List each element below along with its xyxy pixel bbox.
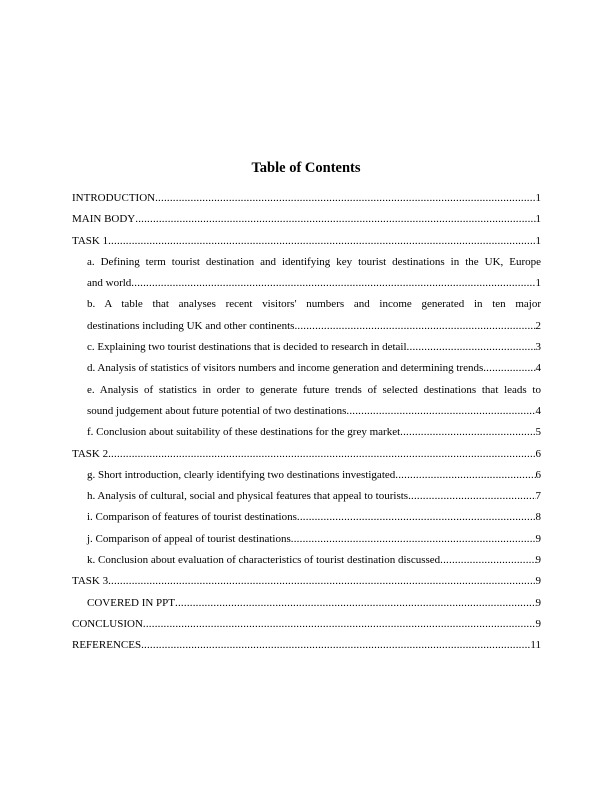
toc-entry-page: 9 (535, 532, 541, 545)
toc-entry-label: CONCLUSION (72, 617, 143, 630)
toc-entry-f[interactable] (72, 422, 541, 443)
dot-leader (440, 550, 535, 571)
toc-entry-label-line1: b. A table that analyses recent visitors' numbers and income generated in ten major (87, 298, 541, 311)
toc-entry-label: TASK 1 (72, 234, 109, 247)
toc-entry-conclusion[interactable] (72, 614, 541, 635)
dot-leader (131, 273, 535, 294)
dot-leader (143, 614, 536, 635)
dot-leader (291, 529, 536, 550)
toc-entry-b[interactable] (72, 294, 541, 337)
toc-entry-page: 1 (535, 234, 541, 247)
toc-entry-page: 1 (535, 277, 541, 290)
dot-leader (400, 422, 535, 443)
toc-entry-label: and world (87, 277, 132, 290)
toc-entry-label: sound judgement about future potential of two destinations (87, 404, 347, 417)
toc-entry-covered-in-ppt[interactable] (72, 593, 541, 614)
toc-entry-i[interactable] (72, 507, 541, 528)
toc-entry-page: 4 (535, 362, 541, 375)
toc-entry-main-body[interactable] (72, 209, 541, 230)
toc-entry-references[interactable] (72, 635, 541, 656)
toc-entry-label: COVERED IN PPT (87, 596, 176, 609)
toc-entry-label: destinations including UK and other continents (87, 319, 295, 332)
toc-entry-label-line1: e. Analysis of statistics in order to generate future trends of selected destinations that leads to (87, 383, 541, 396)
toc-entry-j[interactable] (72, 529, 541, 550)
toc-entry-c[interactable] (72, 337, 541, 358)
toc-entry-page: 8 (535, 511, 541, 524)
toc-entry-label: k. Conclusion about evaluation of characteristics of tourist destination discussed (87, 554, 441, 567)
toc-entry-task-1[interactable] (72, 231, 541, 252)
toc-entry-page: 9 (535, 554, 541, 567)
dot-leader (346, 401, 535, 422)
toc-title: Table of Contents (251, 160, 361, 176)
toc-entry-page: 7 (535, 490, 541, 503)
toc-entry-page: 5 (535, 426, 541, 439)
toc-entry-page: 9 (535, 575, 541, 588)
toc-entry-label: c. Explaining two tourist destinations that is decided to research in detail (87, 341, 407, 354)
toc-entry-d[interactable] (72, 358, 541, 379)
toc-entry-page: 3 (535, 341, 541, 354)
toc-entry-g[interactable] (72, 465, 541, 486)
toc-entry-label: j. Comparison of appeal of tourist destinations (87, 532, 291, 545)
dot-leader (407, 337, 536, 358)
toc-entry-label: f. Conclusion about suitability of these destinations for the grey market (87, 426, 401, 439)
toc-entry-label: i. Comparison of features of tourist destinations (87, 511, 297, 524)
toc-entry-page: 11 (530, 639, 541, 652)
toc-entry-label: TASK 2 (72, 447, 109, 460)
toc-entry-k[interactable] (72, 550, 541, 571)
toc-entry-e[interactable] (72, 380, 541, 423)
toc-entry-label: d. Analysis of statistics of visitors numbers and income generation and determining trends (87, 362, 484, 375)
toc-entry-page: 1 (535, 192, 541, 204)
toc-entry-label: MAIN BODY (72, 213, 136, 226)
toc-entry-label: g. Short introduction, clearly identifying two destinations investigated (87, 468, 396, 481)
toc-entry-page: 6 (535, 447, 541, 460)
dot-leader (108, 444, 535, 465)
toc-entry-label: TASK 3 (72, 575, 109, 588)
dot-leader (408, 486, 535, 507)
toc-entry-page: 6 (535, 468, 541, 481)
toc-entry-page: 9 (535, 617, 541, 630)
dot-leader (108, 571, 535, 592)
dot-leader (108, 231, 535, 252)
toc-entry-label-line1: a. Defining term tourist destination and identifying key tourist destinations in the UK, Europe (87, 255, 541, 268)
dot-leader (155, 188, 535, 209)
toc-entry-page: 1 (535, 213, 541, 226)
toc-entry-page: 4 (535, 404, 541, 417)
dot-leader (395, 465, 535, 486)
table-of-contents (72, 188, 541, 657)
toc-entry-a[interactable] (72, 252, 541, 295)
dot-leader (175, 593, 535, 614)
toc-entry-task-3[interactable] (72, 571, 541, 592)
dot-leader (141, 635, 530, 656)
toc-entry-page: 9 (535, 596, 541, 609)
toc-entry-label: REFERENCES (72, 639, 142, 652)
dot-leader (483, 358, 535, 379)
toc-entry-task-2[interactable] (72, 444, 541, 465)
dot-leader (294, 316, 535, 337)
toc-entry-label: h. Analysis of cultural, social and physical features that appeal to tourists (87, 490, 409, 503)
toc-entry-h[interactable] (72, 486, 541, 507)
toc-entry-label: INTRODUCTION (72, 192, 156, 204)
dot-leader (135, 209, 535, 230)
toc-entry-introduction[interactable] (72, 188, 541, 209)
dot-leader (297, 507, 536, 528)
toc-entry-page: 2 (535, 319, 541, 332)
